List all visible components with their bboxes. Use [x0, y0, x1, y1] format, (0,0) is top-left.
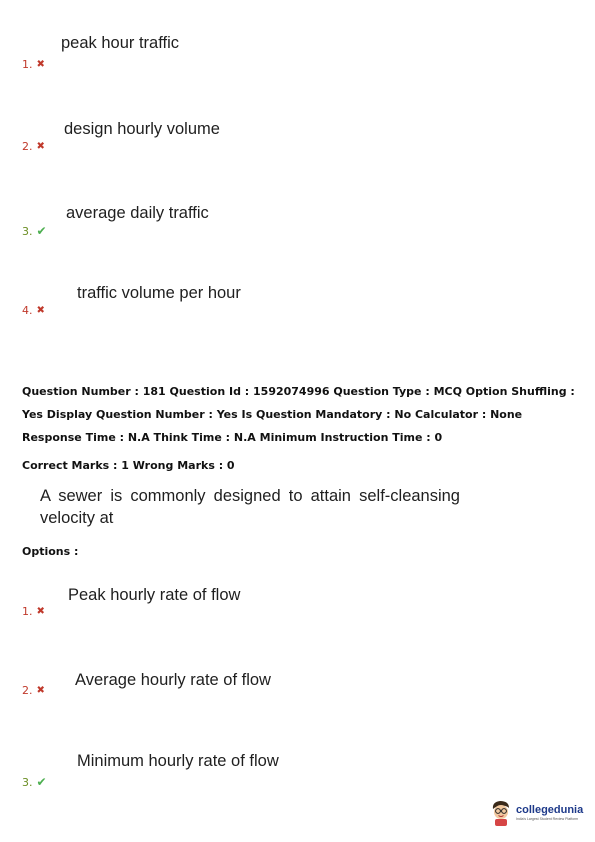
option-number — [22, 140, 45, 153]
question-marks: Correct Marks : 1 Wrong Marks : 0 — [22, 459, 235, 472]
option-number-label: 3. — [22, 775, 33, 789]
mascot-icon — [490, 800, 512, 826]
cross-icon: ✖ — [36, 141, 45, 152]
option-number-label: 4. — [22, 304, 33, 317]
option-text: traffic volume per hour — [77, 284, 241, 302]
logo-tagline: India's Largest Student Review Platform — [516, 816, 579, 821]
logo-name: collegedunia — [516, 803, 584, 816]
cross-icon: ✖ — [36, 685, 45, 696]
cross-icon: ✖ — [36, 305, 45, 316]
options-label: Options : — [22, 545, 79, 558]
option-number-label: 3. — [22, 224, 33, 238]
option-text: design hourly volume — [64, 120, 220, 138]
option-number — [22, 224, 47, 238]
option-number-label: 2. — [22, 140, 33, 153]
collegedunia-logo — [490, 800, 583, 826]
option-text: peak hour traffic — [61, 34, 180, 52]
option-number — [22, 58, 45, 71]
option-number-label: 1. — [22, 605, 33, 618]
check-icon: ✔ — [36, 775, 47, 789]
cross-icon: ✖ — [36, 606, 45, 617]
option-number-label: 2. — [22, 684, 33, 697]
option-number — [22, 775, 47, 789]
option-number — [22, 605, 45, 618]
option-number — [22, 304, 45, 317]
option-text: Minimum hourly rate of flow — [77, 752, 279, 770]
question-meta: Question Number : 181 Question Id : 1592074996 Question Type : MCQ Option Shuffling : Yes Display Question Number : Yes Is Question Mandatory : No Calculator : None Response Time : N.A Think Time : N.A Minimum Instruction Time : 0 — [22, 385, 575, 444]
option-text: Average hourly rate of flow — [75, 671, 271, 689]
cross-icon: ✖ — [36, 59, 45, 70]
option-text: average daily traffic — [66, 204, 209, 222]
question-text: A sewer is commonly designed to attain self-cleansing velocity at — [40, 487, 460, 527]
option-text: Peak hourly rate of flow — [68, 586, 241, 604]
option-number — [22, 684, 45, 697]
check-icon: ✔ — [36, 224, 47, 238]
option-number-label: 1. — [22, 58, 33, 71]
